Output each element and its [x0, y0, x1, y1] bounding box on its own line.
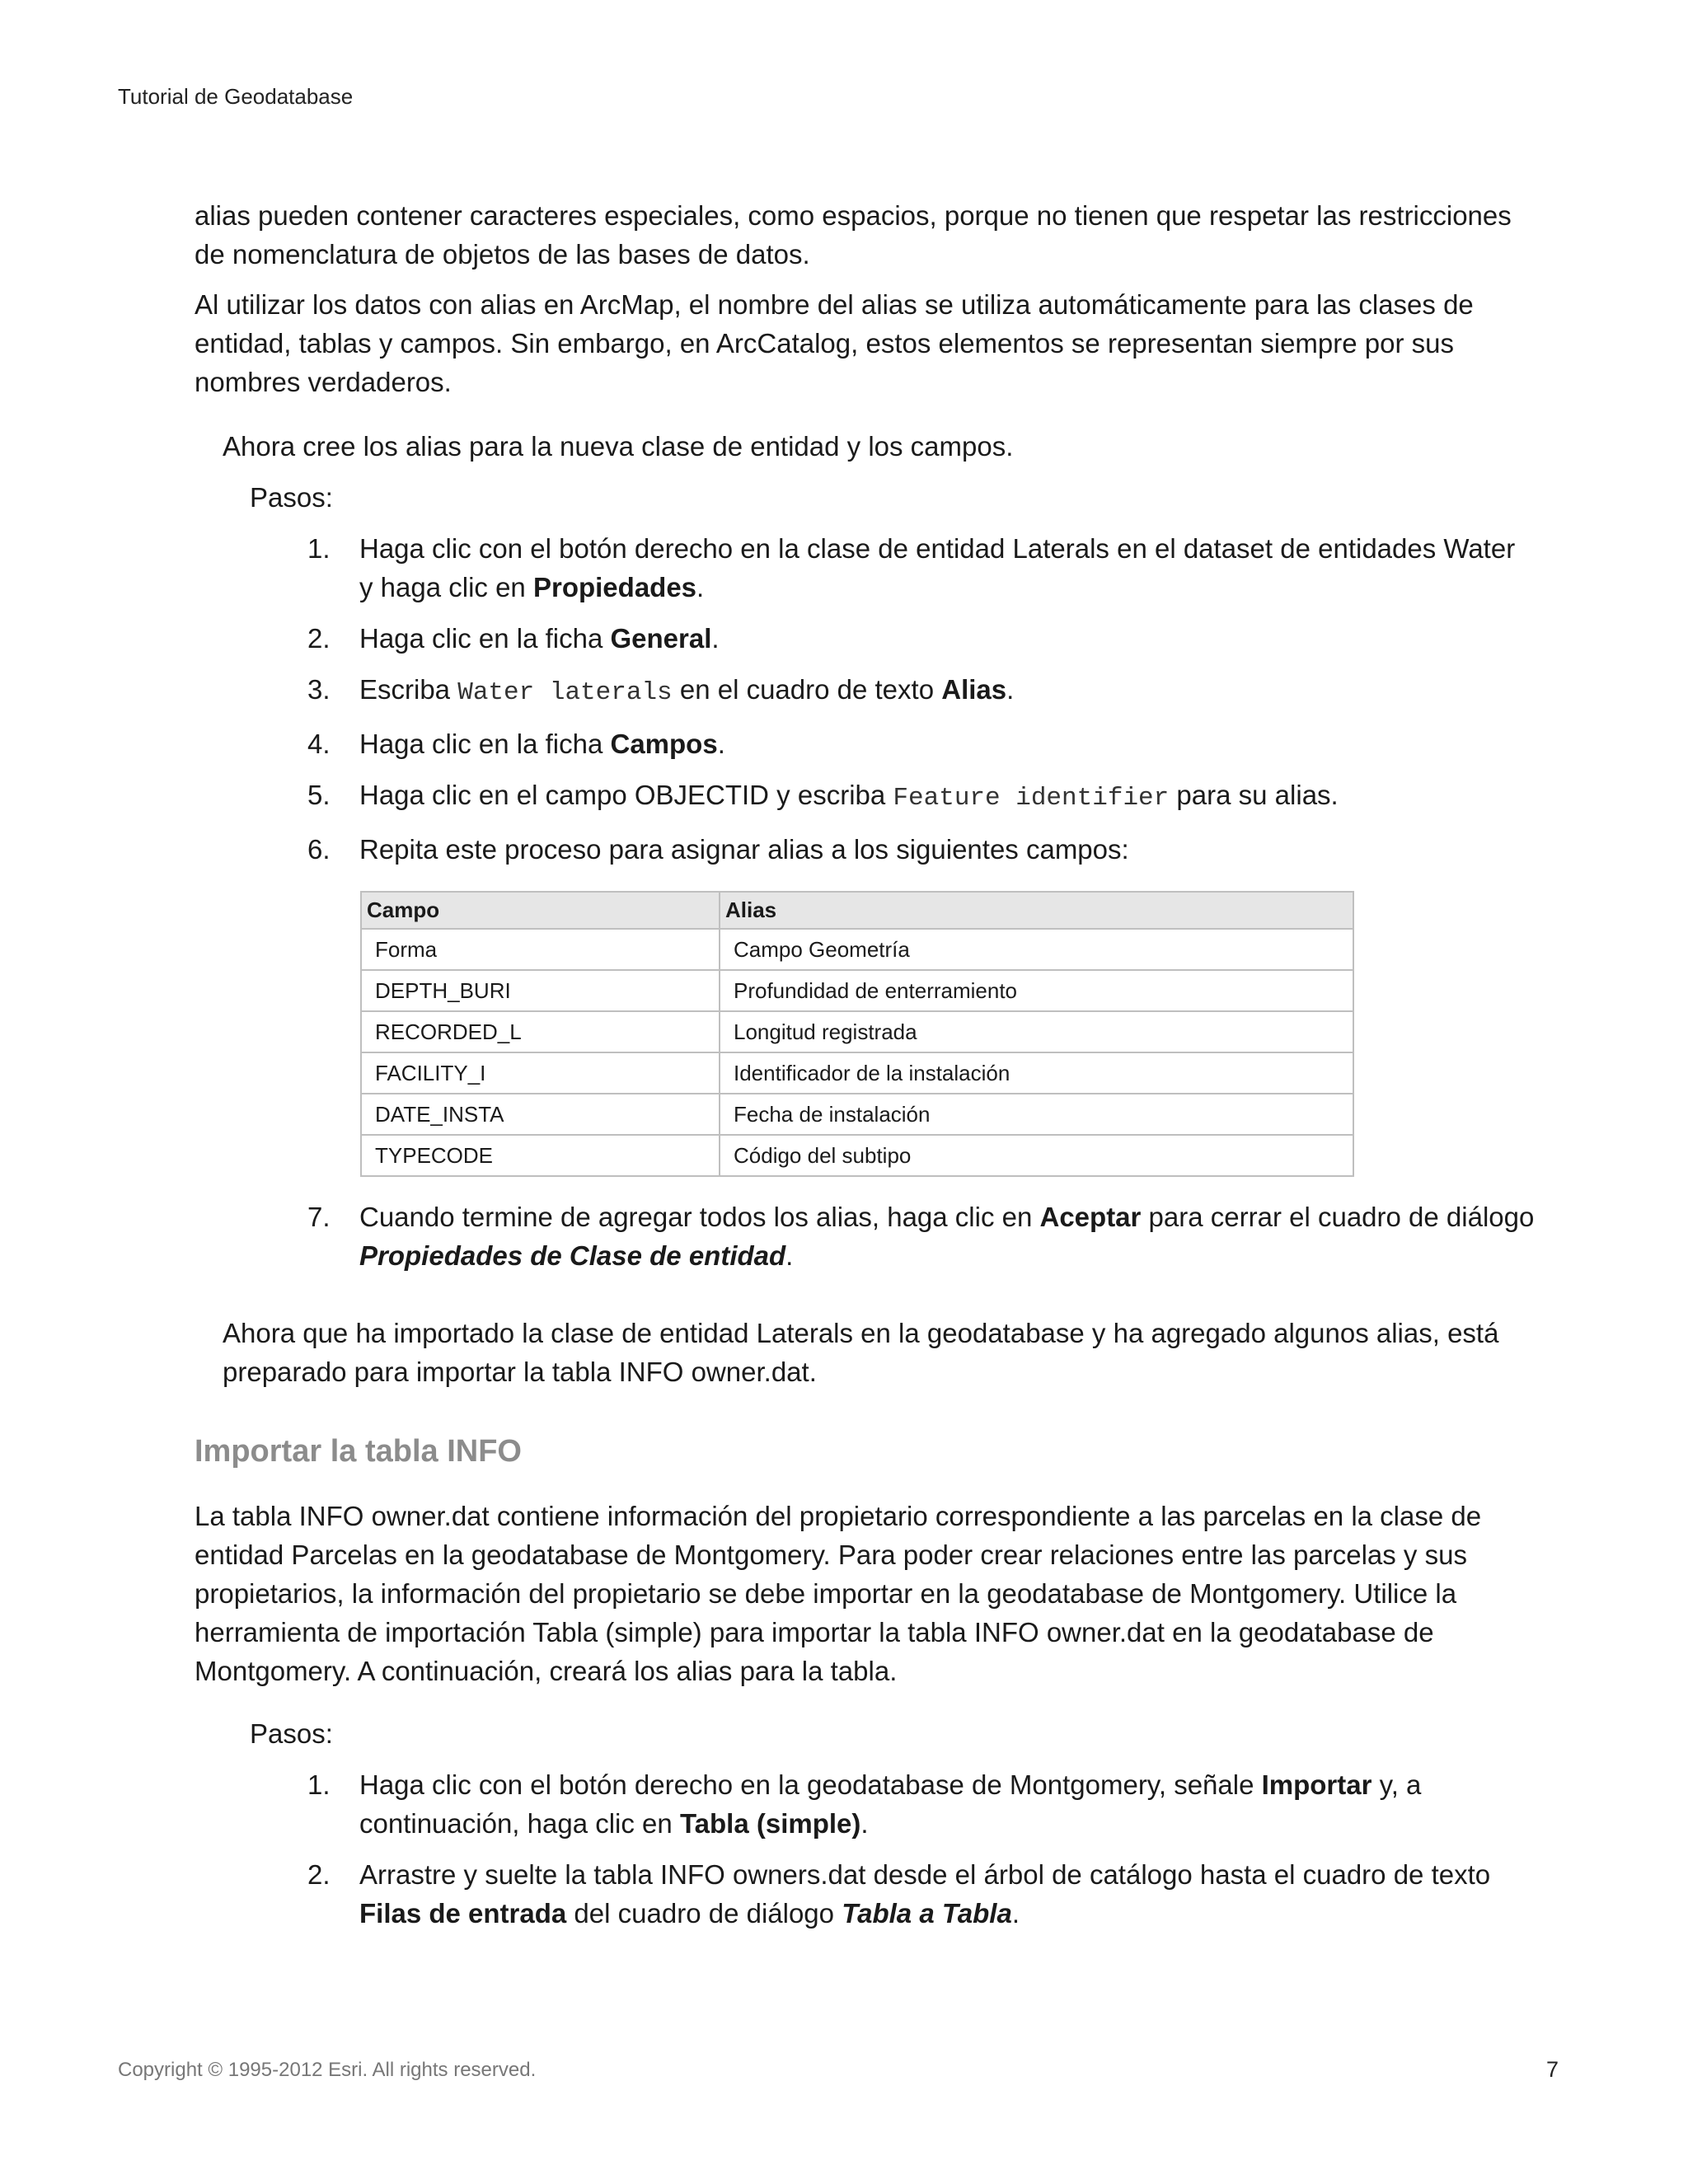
step-item: 2. Arrastre y suelte la tabla INFO owners.dat desde el árbol de catálogo hasta el cuadro de texto Filas de entrada del cuadro de diálogo Tabla a Tabla.	[307, 1859, 1491, 1929]
step-item: 7. Cuando termine de agregar todos los alias, haga clic en Aceptar para cerrar el cuadro de diálogo Propiedades de Clase de entidad.	[307, 1202, 1535, 1271]
intro-paragraph-1: alias pueden contener caracteres especiales, como espacios, porque no tienen que respetar las restricciones de nomenclatura de objetos de las bases de datos.	[195, 200, 1512, 269]
table-row: DATE_INSTA Fecha de instalación	[361, 1094, 1353, 1135]
step-item: 1. Haga clic con el botón derecho en la geodatabase de Montgomery, señale Importar y, a continuación, haga clic en Tabla (simple).	[307, 1769, 1422, 1839]
column-header-campo: Campo	[361, 892, 720, 929]
step-item: 3. Escriba Water laterals en el cuadro de texto Alias.	[307, 674, 1015, 707]
transition-paragraph: Ahora que ha importado la clase de entidad Laterals en la geodatabase y ha agregado algunos alias, está preparado para importar la tabla INFO owner.dat.	[223, 1318, 1499, 1387]
table-row: TYPECODE Código del subtipo	[361, 1135, 1353, 1176]
table-row: RECORDED_L Longitud registrada	[361, 1011, 1353, 1052]
page-number: 7	[1546, 2057, 1559, 2082]
intro-paragraph-2: Al utilizar los datos con alias en ArcMap, el nombre del alias se utiliza automáticamente para las clases de entidad, tablas y campos. Sin embargo, en ArcCatalog, estos elementos se representan siempre por sus nombres verdaderos.	[195, 289, 1474, 397]
running-header: Tutorial de Geodatabase	[118, 84, 354, 109]
step-item: 4. Haga clic en la ficha Campos.	[307, 729, 725, 759]
step-item: 2. Haga clic en la ficha General.	[307, 623, 720, 654]
step-item: 5. Haga clic en el campo OBJECTID y escriba Feature identifier para su alias.	[307, 780, 1339, 813]
table-header-row	[361, 892, 1353, 929]
steps-list-1	[250, 529, 1536, 869]
steps-label: Pasos:	[250, 482, 333, 513]
section-paragraph: La tabla INFO owner.dat contiene información del propietario correspondiente a las parcelas en la clase de entidad Parcelas en la geodatabase de Montgomery. Para poder crear relaciones entre las parcelas y sus propietarios, la información del propietario se debe importar en la geodatabase de Montgomery. Utilice la herramienta de importación Tabla (simple) para importar la tabla INFO owner.dat en la geodatabase de Montgomery. A continuación, creará los alias para la tabla.	[195, 1501, 1482, 1686]
steps-label-2: Pasos:	[250, 1718, 333, 1749]
table-row: DEPTH_BURI Profundidad de enterramiento	[361, 970, 1353, 1011]
field-alias-table	[360, 891, 1354, 1177]
steps-list-2	[250, 1765, 1536, 1933]
steps-list-1-continued	[250, 1197, 1536, 1275]
column-header-alias: Alias	[720, 892, 1353, 929]
intro-paragraph-3: Ahora cree los alias para la nueva clase de entidad y los campos.	[223, 431, 1014, 462]
code-text: Feature identifier	[893, 784, 1170, 813]
table-row: FACILITY_I Identificador de la instalación	[361, 1052, 1353, 1094]
step-item: 6. Repita este proceso para asignar alias a los siguientes campos:	[307, 834, 1129, 865]
table-row: Forma Campo Geometría	[361, 929, 1353, 970]
section-heading: Importar la tabla INFO	[195, 1434, 522, 1469]
footer-copyright: Copyright © 1995-2012 Esri. All rights reserved.	[118, 2059, 537, 2081]
step-item: 1. Haga clic con el botón derecho en la clase de entidad Laterals en el dataset de entidades Water y haga clic en Propiedades.	[307, 533, 1516, 602]
code-text: Water laterals	[457, 678, 673, 707]
